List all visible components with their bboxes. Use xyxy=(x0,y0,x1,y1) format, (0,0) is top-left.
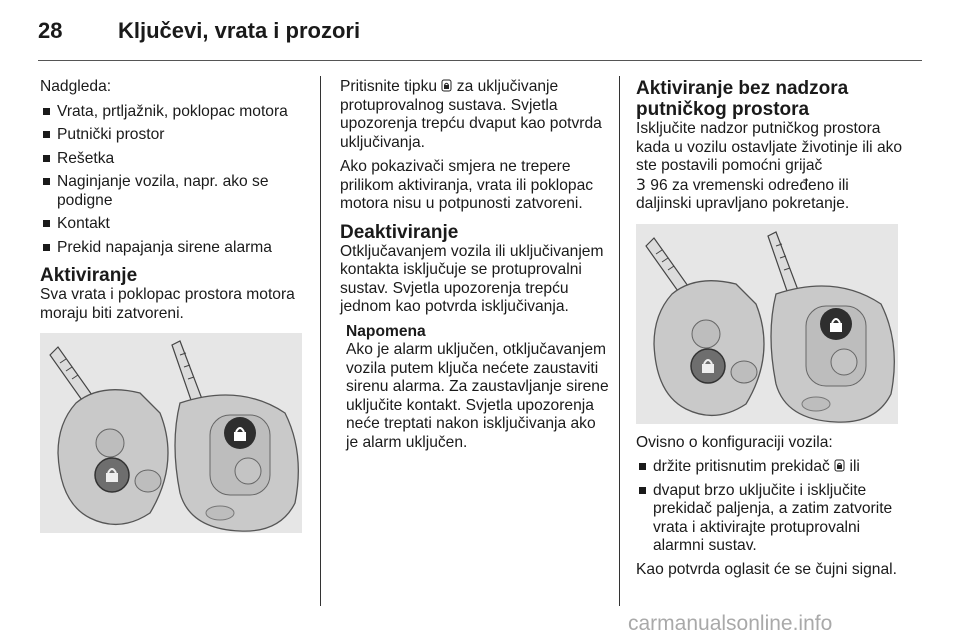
list-item: držite pritisnutim prekidač ili xyxy=(636,458,906,477)
section-heading-deaktiviranje: Deaktiviranje xyxy=(340,221,459,243)
section-heading-aktiviranje: Aktiviranje xyxy=(40,265,138,286)
bullet-icon xyxy=(639,463,646,470)
body-text: Pritisnite tipku za uključivanje protuprovalnog sustava. Svjetla upozorenja trepću dvaput kao potvrda uključivanja. xyxy=(340,78,602,151)
bullet-icon xyxy=(43,220,50,227)
list-item: Rešetka xyxy=(40,150,308,169)
bullet-icon xyxy=(43,108,50,115)
column-divider xyxy=(320,76,321,606)
column-1 xyxy=(40,78,308,533)
bullet-icon xyxy=(43,131,50,138)
lock-button-icon xyxy=(441,79,452,92)
key-fob-left xyxy=(654,280,764,415)
key-fob-left xyxy=(58,390,168,525)
body-text: Ako pokazivači smjera ne trepere prilikom aktiviranja, vrata ili poklopac motora nisu u potpunosti zatvoreni. xyxy=(340,158,594,212)
bullet-icon xyxy=(43,178,50,185)
header-rule xyxy=(38,60,922,61)
list-item: Vrata, prtljažnik, poklopac motora xyxy=(40,103,308,122)
page-number: 28 xyxy=(38,18,63,43)
list-item: dvaput brzo uključite i isključite prekidač paljenja, a zatim zatvorite vrata i aktivirajte protuprovalni alarmni sustav. xyxy=(636,482,906,556)
page-ref-arrow-icon: 3 xyxy=(636,175,646,194)
bullet-icon xyxy=(43,244,50,251)
body-text: Sva vrata i poklopac prostora motora moraju biti zatvoreni. xyxy=(40,286,295,322)
column-2 xyxy=(340,78,610,458)
lock-button-icon xyxy=(834,459,845,472)
body-text: Kao potvrda oglasit će se čujni signal. xyxy=(636,560,897,578)
note-title: Napomena xyxy=(346,322,426,340)
list-item: Kontakt xyxy=(40,215,308,234)
body-text: Ovisno o konfiguraciji vozila: xyxy=(636,433,833,451)
column-3 xyxy=(636,78,906,585)
config-list xyxy=(636,458,906,556)
list-item: Putnički prostor xyxy=(40,126,308,145)
bullet-icon xyxy=(639,487,646,494)
list-item: Prekid napajanja sirene alarma xyxy=(40,239,308,258)
watermark: carmanualsonline.info xyxy=(628,612,833,635)
body-text: Isključite nadzor putničkog prostora kada u vozilu ostavljate životinje ili ako ste postavili pomoćni grijač 3 96 za vremenski određeno ili daljinski upravljano pokretanje. xyxy=(636,120,903,212)
key-fobs-illustration xyxy=(40,333,302,533)
monitor-list xyxy=(40,103,308,258)
page-title: Ključevi, vrata i prozori xyxy=(118,18,361,43)
body-text: Otključavanjem vozila ili uključivanjem kontakta isključuje se protuprovalni sustav. Svjetla upozorenja trepću jednom kao potvrda isključivanja. xyxy=(340,242,604,315)
note-box xyxy=(340,323,610,453)
key-fob-right xyxy=(771,286,894,422)
list-item: Naginjanje vozila, napr. ako se podigne xyxy=(40,173,308,210)
page-header xyxy=(38,18,922,58)
column-divider xyxy=(619,76,620,606)
key-fobs-illustration xyxy=(636,224,898,424)
bullet-icon xyxy=(43,155,50,162)
note-body: Ako je alarm uključen, otključavanjem vozila putem ključa nećete zaustaviti sirenu alarma. Za zaustavljanje sirene uključite kontakt. Svjetla upozorenja neće treptati nakon isključivanja ako je alarm uključen. xyxy=(346,341,609,451)
intro-text: Nadgleda: xyxy=(40,78,112,95)
section-heading-aktiviranje-bez-nadzora: Aktiviranje bez nadzora putničkog prostora xyxy=(636,78,849,120)
key-fob-right xyxy=(175,395,298,531)
